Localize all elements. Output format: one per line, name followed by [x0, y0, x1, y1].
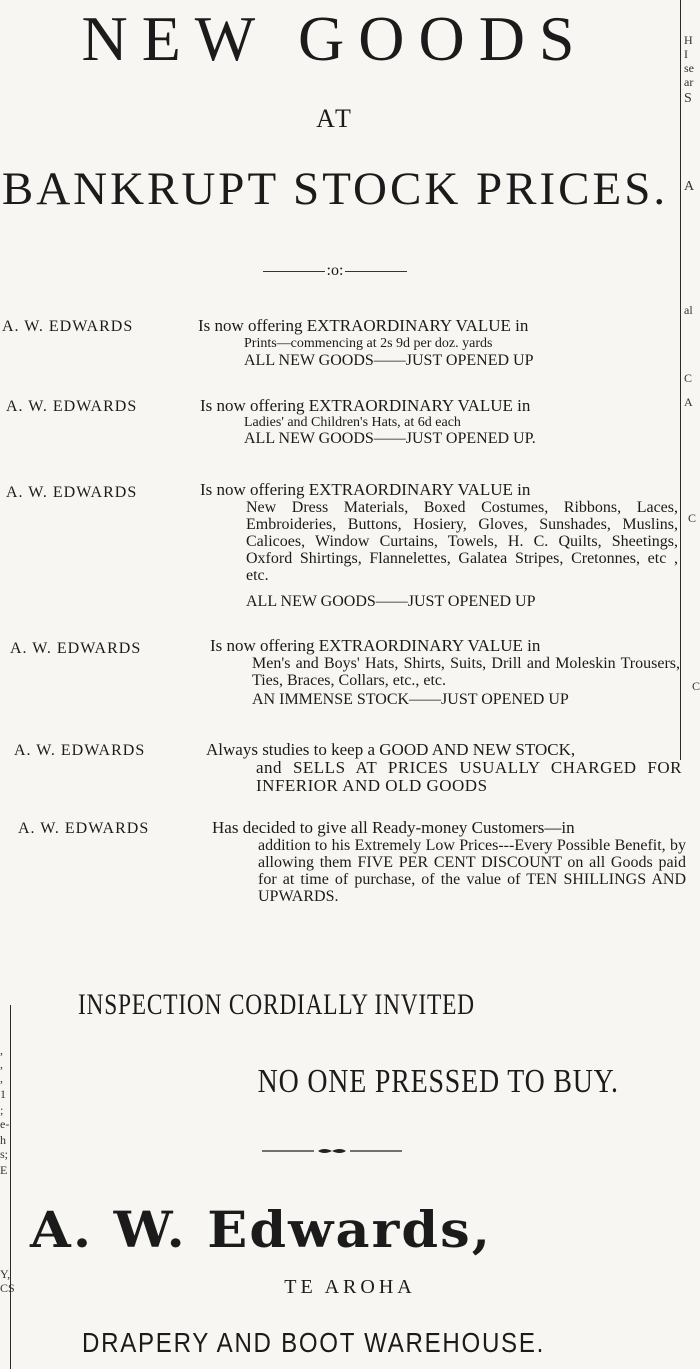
right-fragment-10: C: [688, 511, 697, 525]
right-fragment-3: se: [684, 61, 694, 75]
entry-1-verb: Is now offering EXTRAORDINARY VALUE in: [198, 316, 529, 335]
left-fragment-1: ,: [0, 1043, 3, 1057]
left-fragment-2: ,: [0, 1057, 3, 1071]
left-fragment-3: ,: [0, 1071, 3, 1085]
left-fragment-7: h: [0, 1133, 6, 1147]
entry-4-name: A. W. EDWARDS: [10, 640, 142, 657]
left-fragment-9: Y,: [0, 1267, 11, 1281]
inspection-invited: INSPECTION CORDIALLY INVITED: [77, 988, 475, 1021]
left-fragment-11: E: [0, 1163, 8, 1177]
entry-5-name: A. W. EDWARDS: [14, 742, 146, 759]
entry-6-name: A. W. EDWARDS: [18, 820, 150, 837]
right-fragment-2: I: [684, 47, 688, 61]
entry-1-name: A. W. EDWARDS: [2, 318, 134, 335]
entry-6-verb: Has decided to give all Ready-money Customers—in: [212, 818, 575, 837]
closing-ornament: [262, 1146, 402, 1156]
entry-3-name: A. W. EDWARDS: [6, 484, 138, 501]
right-fragment-4: ar: [684, 75, 694, 89]
entry-4-tail: AN IMMENSE STOCK——JUST OPENED UP: [252, 691, 569, 708]
left-fragment-6: e-: [0, 1117, 10, 1131]
entry-4-verb: Is now offering EXTRAORDINARY VALUE in: [210, 636, 541, 655]
right-fragment-7: al: [684, 303, 693, 317]
at-line: AT: [316, 104, 354, 133]
town-name: TE AROHA: [284, 1276, 416, 1298]
right-fragment-6: A: [684, 179, 695, 194]
left-fragment-5: ;: [0, 1103, 4, 1117]
divider-ornament: [0, 262, 670, 280]
left-fragment-8: s;: [0, 1147, 9, 1161]
left-fragment-10: CS: [0, 1281, 15, 1295]
right-fragment-9: A: [684, 395, 693, 409]
entry-1-tail: ALL NEW GOODS——JUST OPENED UP: [244, 352, 534, 369]
left-fragment-4: 1: [0, 1087, 6, 1101]
left-column-rule: [10, 1005, 11, 1369]
right-fragment-11: C: [692, 679, 700, 693]
headline: NEW GOODS: [81, 3, 589, 74]
entry-5-body: and SELLS AT PRICES USUALLY CHARGED FOR INFERIOR AND OLD GOODS: [256, 758, 682, 795]
right-fragment-5: S: [684, 91, 692, 106]
subheadline: BANKRUPT STOCK PRICES.: [1, 163, 669, 215]
entry-4-body: Men's and Boys' Hats, Shirts, Suits, Drill and Moleskin Trousers, Ties, Braces, Collars, etc., etc.: [252, 655, 680, 689]
entry-2-verb: Is now offering EXTRAORDINARY VALUE in: [200, 396, 531, 415]
divider-rule-left: [263, 271, 325, 272]
warehouse-line: DRAPERY AND BOOT WAREHOUSE.: [82, 1327, 546, 1358]
entry-5-verb: Always studies to keep a GOOD AND NEW STOCK,: [206, 740, 576, 759]
right-column-rule: [680, 0, 681, 760]
entry-2-body: Ladies' and Children's Hats, at 6d each: [244, 415, 461, 430]
entry-3-verb: Is now offering EXTRAORDINARY VALUE in: [200, 480, 531, 499]
merchant-signature: A. W. Edwards,: [30, 1200, 493, 1259]
right-fragment-8: C: [684, 371, 693, 385]
right-fragment-1: H: [684, 33, 693, 47]
divider-rule-right: [345, 271, 407, 272]
entry-3-tail: ALL NEW GOODS——JUST OPENED UP: [246, 593, 536, 610]
entry-1-body: Prints—commencing at 2s 9d per doz. yards: [244, 336, 493, 351]
no-one-pressed: NO ONE PRESSED TO BUY.: [257, 1063, 619, 1100]
entry-6-body: addition to his Extremely Low Prices---Every Possible Benefit, by allowing them FIVE PER CENT DISCOUNT on all Goods paid for at time of purchase, of the value of TEN SHILLINGS AND UPWARDS.: [258, 837, 686, 905]
entry-3-body: New Dress Materials, Boxed Costumes, Ribbons, Laces, Embroideries, Buttons, Hosiery, Gloves, Sunshades, Muslins, Calicoes, Window Curtains, Towels, H. C. Quilts, Sheetings, Oxford Shirtings, Flannelettes, Galatea Stripes, Cretonnes, etc , etc.: [246, 499, 678, 584]
entry-2-tail: ALL NEW GOODS——JUST OPENED UP.: [244, 430, 536, 447]
entry-2-name: A. W. EDWARDS: [6, 398, 138, 415]
ornament-flourish: [318, 1149, 346, 1153]
divider-symbol: :o:: [326, 262, 344, 279]
